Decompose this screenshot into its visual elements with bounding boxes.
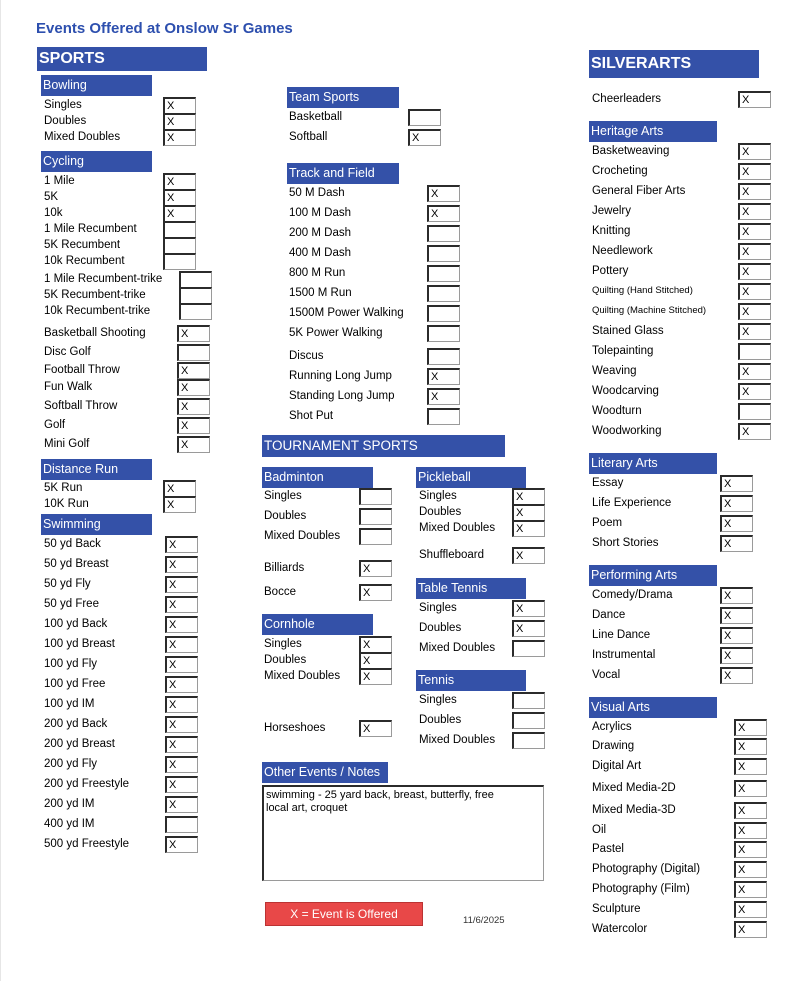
tennis-doubles-label: Doubles [419,714,462,726]
track-field-standing-long-jump-label: Standing Long Jump [289,390,395,402]
team-sports-basketball-checkbox[interactable] [408,109,441,126]
swimming-500-yd-freestyle-checkbox[interactable]: X [165,836,198,853]
heritage-arts-woodturn-label: Woodturn [592,405,642,417]
literary-arts-life-experience-label: Life Experience [592,497,672,509]
team-sports-softball-label: Softball [289,131,328,143]
cornhole-header: Cornhole [262,614,373,635]
visual-arts-drawing-label: Drawing [592,740,635,752]
heritage-arts-tolepainting-checkbox[interactable] [738,343,771,360]
cycling-10k-recumbent-trike-checkbox[interactable] [179,303,212,320]
literary-arts-short-stories-label: Short Stories [592,537,659,549]
visual-arts-acrylics-checkbox[interactable]: X [734,719,767,736]
swimming-500-yd-freestyle-label: 500 yd Freestyle [44,838,130,850]
cornhole-doubles-checkbox[interactable]: X [359,652,392,669]
swimming-50-yd-free-label: 50 yd Free [44,598,99,610]
heritage-arts-needlework-label: Needlework [592,245,653,257]
swimming-50-yd-breast-checkbox[interactable]: X [165,556,198,573]
swimming-200-yd-freestyle-checkbox[interactable]: X [165,776,198,793]
pickleball-singles-label: Singles [419,490,457,502]
pickleball-doubles-checkbox[interactable]: X [512,504,545,521]
distance-run-header: Distance Run [41,459,152,480]
track-field-800-m-run-checkbox[interactable] [427,265,460,282]
visual-arts-digital-art-checkbox[interactable]: X [734,758,767,775]
visual-arts-pastel-checkbox[interactable]: X [734,841,767,858]
billiards-bocce-bocce-checkbox[interactable]: X [359,584,392,601]
pickleball-mixed-doubles-checkbox[interactable]: X [512,520,545,537]
team-sports-header: Team Sports [287,87,399,108]
track-field-400-m-dash-label: 400 M Dash [289,247,352,259]
table-tennis-mixed-doubles-label: Mixed Doubles [419,642,496,654]
track-field-discus-checkbox[interactable] [427,348,460,365]
cycling-1-mile-recumbent-label: 1 Mile Recumbent [44,223,137,235]
cheerleaders-cheerleaders-checkbox[interactable]: X [738,91,771,108]
cornhole-singles-checkbox[interactable]: X [359,636,392,653]
heritage-arts-jewelry-label: Jewelry [592,205,631,217]
track-field-5k-power-walking-label: 5K Power Walking [289,327,383,339]
heritage-arts-woodcarving-label: Woodcarving [592,385,659,397]
visual-arts-mixed-media-3d-label: Mixed Media-3D [592,804,676,816]
heritage-arts-pottery-label: Pottery [592,265,629,277]
misc-sports-softball-throw-label: Softball Throw [44,400,118,412]
cycling-10k-checkbox[interactable]: X [163,205,196,222]
cycling-5k-recumbent-checkbox[interactable] [163,237,196,254]
track-field-discus-label: Discus [289,350,324,362]
shuffleboard-shuffleboard-checkbox[interactable]: X [512,547,545,564]
badminton-mixed-doubles-checkbox[interactable] [359,528,392,545]
misc-sports-basketball-shooting-label: Basketball Shooting [44,327,146,339]
billiards-bocce-billiards-label: Billiards [264,562,305,574]
performing-arts-vocal-label: Vocal [592,669,621,681]
misc-sports-fun-walk-label: Fun Walk [44,381,93,393]
tournament-header: TOURNAMENT SPORTS [262,435,505,457]
tennis-header: Tennis [416,670,526,691]
track-field-shot-put-checkbox[interactable] [427,408,460,425]
heritage-arts-weaving-label: Weaving [592,365,637,377]
swimming-400-yd-im-checkbox[interactable] [165,816,198,833]
badminton-doubles-checkbox[interactable] [359,508,392,525]
cycling-5k-recumbent-trike-label: 5K Recumbent-trike [44,289,146,301]
swimming-200-yd-back-label: 200 yd Back [44,718,108,730]
misc-sports-basketball-shooting-checkbox[interactable]: X [177,325,210,342]
visual-arts-oil-label: Oil [592,824,607,836]
performing-arts-comedy-drama-label: Comedy/Drama [592,589,673,601]
horseshoes-horseshoes-checkbox[interactable]: X [359,720,392,737]
swimming-100-yd-fly-checkbox[interactable]: X [165,656,198,673]
tennis-mixed-doubles-label: Mixed Doubles [419,734,496,746]
visual-arts-photography-film-label: Photography (Film) [592,883,690,895]
track-field-1500m-power-walking-checkbox[interactable] [427,305,460,322]
track-field-50-m-dash-label: 50 M Dash [289,187,345,199]
heritage-arts-quilting-machine-stitched-label: Quilting (Machine Stitched) [592,305,707,316]
misc-sports-softball-throw-checkbox[interactable]: X [177,398,210,415]
performing-arts-vocal-checkbox[interactable]: X [720,667,753,684]
literary-arts-short-stories-checkbox[interactable]: X [720,535,753,552]
track-field-5k-power-walking-checkbox[interactable] [427,325,460,342]
track-field-100-m-dash-checkbox[interactable]: X [427,205,460,222]
table-tennis-doubles-checkbox[interactable]: X [512,620,545,637]
heritage-arts-tolepainting-label: Tolepainting [592,345,654,357]
cheerleaders-cheerleaders-label: Cheerleaders [592,93,662,105]
track-field-800-m-run-label: 800 M Run [289,267,346,279]
track-field-200-m-dash-label: 200 M Dash [289,227,352,239]
visual-arts-digital-art-label: Digital Art [592,760,642,772]
cycling-1-mile-checkbox[interactable]: X [163,173,196,190]
heritage-arts-woodworking-checkbox[interactable]: X [738,423,771,440]
heritage-arts-woodturn-checkbox[interactable] [738,403,771,420]
heritage-arts-jewelry-checkbox[interactable]: X [738,203,771,220]
bowling-singles-checkbox[interactable]: X [163,97,196,114]
visual-arts-mixed-media-2d-label: Mixed Media-2D [592,782,676,794]
team-sports-basketball-label: Basketball [289,111,343,123]
track-field-1500-m-run-label: 1500 M Run [289,287,352,299]
swimming-100-yd-im-checkbox[interactable]: X [165,696,198,713]
table-tennis-singles-label: Singles [419,602,457,614]
cycling-header: Cycling [41,151,152,172]
distance-run-5k-run-label: 5K Run [44,482,83,494]
track-field-400-m-dash-checkbox[interactable] [427,245,460,262]
visual-arts-oil-checkbox[interactable]: X [734,822,767,839]
table-tennis-header: Table Tennis [416,578,526,599]
visual-arts-photography-film-checkbox[interactable]: X [734,881,767,898]
heritage-arts-quilting-machine-stitched-checkbox[interactable]: X [738,303,771,320]
cornhole-mixed-doubles-checkbox[interactable]: X [359,668,392,685]
heritage-arts-stained-glass-checkbox[interactable]: X [738,323,771,340]
track-field-1500-m-run-checkbox[interactable] [427,285,460,302]
cycling-5k-label: 5K [44,191,59,203]
table-tennis-mixed-doubles-checkbox[interactable] [512,640,545,657]
cycling-5k-recumbent-label: 5K Recumbent [44,239,121,251]
visual-arts-header: Visual Arts [589,697,717,718]
swimming-200-yd-back-checkbox[interactable]: X [165,716,198,733]
heritage-arts-basketweaving-checkbox[interactable]: X [738,143,771,160]
literary-arts-essay-label: Essay [592,477,624,489]
performing-arts-comedy-drama-checkbox[interactable]: X [720,587,753,604]
performing-arts-line-dance-label: Line Dance [592,629,651,641]
badminton-singles-label: Singles [264,490,302,502]
badminton-header: Badminton [262,467,373,488]
misc-sports-football-throw-label: Football Throw [44,364,120,376]
heritage-arts-woodcarving-checkbox[interactable]: X [738,383,771,400]
track-field-shot-put-label: Shot Put [289,410,334,422]
date-label: 11/6/2025 [463,915,505,926]
cornhole-mixed-doubles-label: Mixed Doubles [264,670,341,682]
visual-arts-watercolor-checkbox[interactable]: X [734,921,767,938]
page-edge [0,0,1,981]
literary-arts-poem-checkbox[interactable]: X [720,515,753,532]
sports-header: SPORTS [37,47,207,71]
performing-arts-line-dance-checkbox[interactable]: X [720,627,753,644]
bowling-singles-label: Singles [44,99,82,111]
cycling-10k-recumbent-label: 10k Recumbent [44,255,125,267]
visual-arts-drawing-checkbox[interactable]: X [734,738,767,755]
heritage-arts-crocheting-label: Crocheting [592,165,648,177]
billiards-bocce-bocce-label: Bocce [264,586,296,598]
cycling-5k-recumbent-trike-checkbox[interactable] [179,287,212,304]
billiards-bocce-billiards-checkbox[interactable]: X [359,560,392,577]
swimming-200-yd-fly-checkbox[interactable]: X [165,756,198,773]
legend-badge: X = Event is Offered [265,902,423,926]
visual-arts-mixed-media-2d-checkbox[interactable]: X [734,780,767,797]
cornhole-singles-label: Singles [264,638,302,650]
tennis-mixed-doubles-checkbox[interactable] [512,732,545,749]
swimming-100-yd-free-checkbox[interactable]: X [165,676,198,693]
swimming-header: Swimming [41,514,152,535]
table-tennis-singles-checkbox[interactable]: X [512,600,545,617]
track-field-100-m-dash-label: 100 M Dash [289,207,352,219]
distance-run-5k-run-checkbox[interactable]: X [163,480,196,497]
heritage-arts-basketweaving-label: Basketweaving [592,145,670,157]
visual-arts-sculpture-label: Sculpture [592,903,641,915]
literary-arts-header: Literary Arts [589,453,717,474]
literary-arts-poem-label: Poem [592,517,623,529]
heritage-arts-quilting-hand-stitched-label: Quilting (Hand Stitched) [592,285,693,296]
misc-sports-disc-golf-label: Disc Golf [44,346,91,358]
swimming-100-yd-breast-label: 100 yd Breast [44,638,115,650]
silverarts-header: SILVERARTS [589,50,759,78]
bowling-doubles-checkbox[interactable]: X [163,113,196,130]
heritage-arts-quilting-hand-stitched-checkbox[interactable]: X [738,283,771,300]
cycling-10k-label: 10k [44,207,63,219]
performing-arts-dance-label: Dance [592,609,626,621]
heritage-arts-needlework-checkbox[interactable]: X [738,243,771,260]
heritage-arts-general-fiber-arts-checkbox[interactable]: X [738,183,771,200]
swimming-100-yd-im-label: 100 yd IM [44,698,95,710]
swimming-100-yd-back-checkbox[interactable]: X [165,616,198,633]
cornhole-doubles-label: Doubles [264,654,307,666]
track-field-header: Track and Field [287,163,399,184]
bowling-mixed-doubles-label: Mixed Doubles [44,131,121,143]
track-field-running-long-jump-label: Running Long Jump [289,370,392,382]
badminton-singles-checkbox[interactable] [359,488,392,505]
swimming-50-yd-fly-checkbox[interactable]: X [165,576,198,593]
cycling-10k-recumbent-trike-label: 10k Recumbent-trike [44,305,151,317]
badminton-mixed-doubles-label: Mixed Doubles [264,530,341,542]
swimming-100-yd-fly-label: 100 yd Fly [44,658,98,670]
swimming-200-yd-im-label: 200 yd IM [44,798,95,810]
heritage-arts-woodworking-label: Woodworking [592,425,662,437]
heritage-arts-general-fiber-arts-label: General Fiber Arts [592,185,686,197]
heritage-arts-crocheting-checkbox[interactable]: X [738,163,771,180]
bowling-header: Bowling [41,75,152,96]
visual-arts-watercolor-label: Watercolor [592,923,648,935]
cycling-1-mile-label: 1 Mile [44,175,75,187]
notes-header: Other Events / Notes [262,762,388,783]
tennis-singles-checkbox[interactable] [512,692,545,709]
literary-arts-essay-checkbox[interactable]: X [720,475,753,492]
swimming-200-yd-fly-label: 200 yd Fly [44,758,98,770]
misc-sports-golf-label: Golf [44,419,66,431]
misc-sports-golf-checkbox[interactable]: X [177,417,210,434]
notes-text: swimming - 25 yard back, breast, butterfly, free local art, croquet [266,789,494,814]
performing-arts-instrumental-label: Instrumental [592,649,656,661]
pickleball-header: Pickleball [416,467,526,488]
page-title: Events Offered at Onslow Sr Games [36,20,293,37]
pickleball-doubles-label: Doubles [419,506,462,518]
performing-arts-header: Performing Arts [589,565,717,586]
cycling-1-mile-recumbent-trike-checkbox[interactable] [179,271,212,288]
misc-sports-football-throw-checkbox[interactable]: X [177,362,210,379]
bowling-mixed-doubles-checkbox[interactable]: X [163,129,196,146]
shuffleboard-shuffleboard-label: Shuffleboard [419,549,485,561]
cycling-1-mile-recumbent-trike-label: 1 Mile Recumbent-trike [44,273,163,285]
cycling-10k-recumbent-checkbox[interactable] [163,253,196,270]
visual-arts-photography-digital-label: Photography (Digital) [592,863,701,875]
swimming-200-yd-freestyle-label: 200 yd Freestyle [44,778,130,790]
pickleball-mixed-doubles-label: Mixed Doubles [419,522,496,534]
performing-arts-instrumental-checkbox[interactable]: X [720,647,753,664]
heritage-arts-knitting-checkbox[interactable]: X [738,223,771,240]
visual-arts-acrylics-label: Acrylics [592,721,632,733]
misc-sports-mini-golf-label: Mini Golf [44,438,90,450]
performing-arts-dance-checkbox[interactable]: X [720,607,753,624]
heritage-arts-knitting-label: Knitting [592,225,631,237]
swimming-50-yd-free-checkbox[interactable]: X [165,596,198,613]
horseshoes-horseshoes-label: Horseshoes [264,722,326,734]
swimming-50-yd-back-label: 50 yd Back [44,538,101,550]
visual-arts-mixed-media-3d-checkbox[interactable]: X [734,802,767,819]
swimming-100-yd-breast-checkbox[interactable]: X [165,636,198,653]
cycling-1-mile-recumbent-checkbox[interactable] [163,221,196,238]
track-field-50-m-dash-checkbox[interactable]: X [427,185,460,202]
tennis-singles-label: Singles [419,694,457,706]
track-field-1500m-power-walking-label: 1500M Power Walking [289,307,404,319]
notes-field[interactable] [262,785,544,881]
table-tennis-doubles-label: Doubles [419,622,462,634]
swimming-200-yd-breast-label: 200 yd Breast [44,738,115,750]
visual-arts-photography-digital-checkbox[interactable]: X [734,861,767,878]
team-sports-softball-checkbox[interactable]: X [408,129,441,146]
swimming-100-yd-back-label: 100 yd Back [44,618,108,630]
badminton-doubles-label: Doubles [264,510,307,522]
heritage-arts-pottery-checkbox[interactable]: X [738,263,771,280]
pickleball-singles-checkbox[interactable]: X [512,488,545,505]
swimming-200-yd-breast-checkbox[interactable]: X [165,736,198,753]
track-field-200-m-dash-checkbox[interactable] [427,225,460,242]
heritage-arts-weaving-checkbox[interactable]: X [738,363,771,380]
distance-run-10k-run-checkbox[interactable]: X [163,496,196,513]
swimming-200-yd-im-checkbox[interactable]: X [165,796,198,813]
cycling-5k-checkbox[interactable]: X [163,189,196,206]
distance-run-10k-run-label: 10K Run [44,498,89,510]
visual-arts-sculpture-checkbox[interactable]: X [734,901,767,918]
swimming-50-yd-fly-label: 50 yd Fly [44,578,91,590]
swimming-50-yd-back-checkbox[interactable]: X [165,536,198,553]
swimming-100-yd-free-label: 100 yd Free [44,678,106,690]
heritage-arts-stained-glass-label: Stained Glass [592,325,664,337]
track-field-running-long-jump-checkbox[interactable]: X [427,368,460,385]
heritage-arts-header: Heritage Arts [589,121,717,142]
track-field-standing-long-jump-checkbox[interactable]: X [427,388,460,405]
bowling-doubles-label: Doubles [44,115,87,127]
tennis-doubles-checkbox[interactable] [512,712,545,729]
misc-sports-fun-walk-checkbox[interactable]: X [177,379,210,396]
misc-sports-disc-golf-checkbox[interactable] [177,344,210,361]
swimming-400-yd-im-label: 400 yd IM [44,818,95,830]
literary-arts-life-experience-checkbox[interactable]: X [720,495,753,512]
misc-sports-mini-golf-checkbox[interactable]: X [177,436,210,453]
visual-arts-pastel-label: Pastel [592,843,624,855]
swimming-50-yd-breast-label: 50 yd Breast [44,558,109,570]
